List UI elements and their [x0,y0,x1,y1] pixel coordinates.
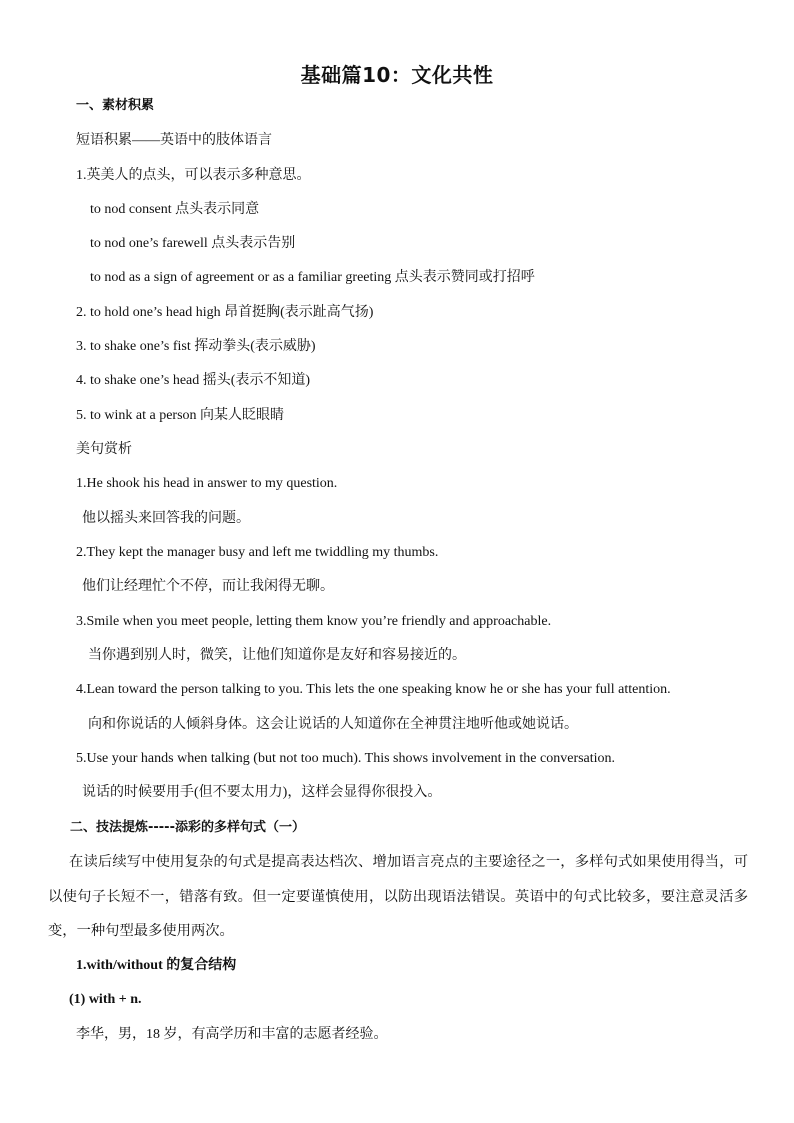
list-subitem: to nod consent 点头表示同意 [90,202,260,217]
subsection-heading: 1.with/without 的复合结构 [76,958,237,973]
sentence-en: 5.Use your hands when talking (but not too much). This shows involvement in the conversation. [76,751,616,766]
sentence-en: 1.He shook his head in answer to my question. [76,476,338,491]
list-subitem: to nod as a sign of agreement or as a familiar greeting 点头表示赞同或打招呼 [90,270,535,285]
list-item: 1.英美人的点头，可以表示多种意思。 [76,168,311,183]
sentence-zh: 向和你说话的人倾斜身体。这会让说话的人知道你在全神贯注地听他或她说话。 [88,717,578,732]
sentence-en: 4.Lean toward the person talking to you. This lets the one speaking know he or she has your full attention. [76,682,671,697]
sentence-en: 3.Smile when you meet people, letting them know you’re friendly and approachable. [76,614,552,629]
subsection-subheading: (1) with + n. [69,992,142,1007]
subheading-sentences: 美句赏析 [76,442,132,457]
sentence-zh: 说话的时候要用手(但不要太用力)，这样会显得你很投入。 [82,785,442,800]
subheading-phrases: 短语积累——英语中的肢体语言 [76,133,272,148]
section-heading-materials: 一、素材积累 [76,98,155,113]
page-title: 基础篇10：文化共性 [300,63,494,87]
list-item: 4. to shake one’s head 摇头(表示不知道) [76,373,311,388]
example-sentence: 李华，男，18 岁，有高学历和丰富的志愿者经验。 [76,1027,388,1042]
sentence-zh: 他以摇头来回答我的问题。 [82,511,250,526]
body-paragraph: 在读后续写中使用复杂的句式是提高表达档次、增加语言亮点的主要途径之一，多样句式如果使用得当，可以使句子长短不一，错落有致。但一定要谨慎使用，以防出现语法错误。英语中的句式比较多，要注意灵活多变，一种句型最多使用两次。 [48,854,748,939]
sentence-zh: 当你遇到别人时，微笑，让他们知道你是友好和容易接近的。 [88,648,466,663]
sentence-en: 2.They kept the manager busy and left me twiddling my thumbs. [76,545,439,560]
section-heading-techniques: 二、技法提炼-----添彩的多样句式（一） [70,820,305,835]
list-item: 5. to wink at a person 向某人眨眼睛 [76,408,285,423]
sentence-zh: 他们让经理忙个不停，而让我闲得无聊。 [82,579,334,594]
list-item: 2. to hold one’s head high 昂首挺胸(表示趾高气扬) [76,305,374,320]
list-subitem: to nod one’s farewell 点头表示告别 [90,236,296,251]
list-item: 3. to shake one’s fist 挥动拳头(表示威胁) [76,339,316,354]
